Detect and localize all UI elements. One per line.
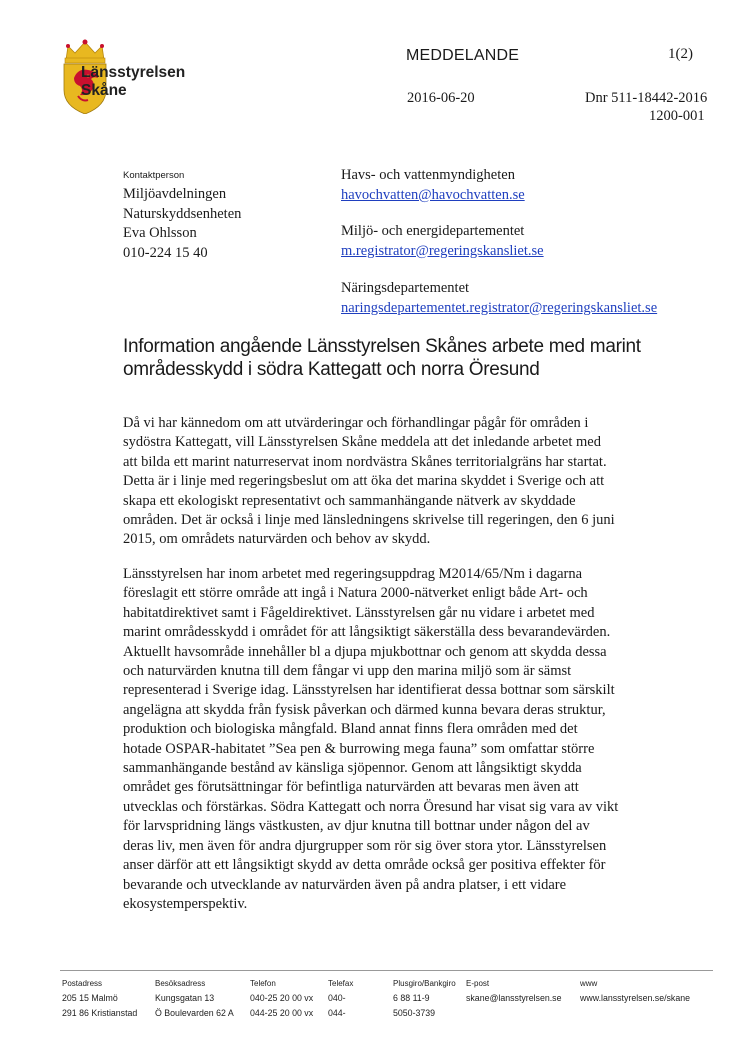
text-line: för larvspridning längs västkusten, av djur knutna till bottnar under någon del av [123, 818, 590, 835]
text-line: marint områdesskydd i området för att långsiktigt säkerställa dess bevarandevärden. [123, 624, 611, 641]
text-line: 2015, om områdets naturvärden och behov av skydd. [123, 531, 431, 548]
footer-value: 291 86 Kristianstad [62, 1008, 138, 1018]
document-date: 2016-06-20 [407, 90, 475, 106]
text-line: och naturvärden knutna till dem fångar vi upp den marina miljö som är sämst [123, 663, 572, 680]
recipient-name: Havs- och vattenmyndigheten [341, 167, 515, 183]
footer-plusgiro [393, 977, 456, 1021]
text-line: anser därför att ett långsiktigt skydd av detta område också ger positiva effekter för [123, 857, 606, 874]
text-line: området ges förutsättningar för befintliga naturvärden att bevaras men även att [123, 779, 579, 796]
registration-number: Dnr 511-18442-2016 [585, 90, 708, 106]
text-line: föreslagit ett större område att ingå i Natura 2000-nätverket enligt både Art- och [123, 585, 588, 602]
footer-label: Telefon [250, 979, 276, 988]
text-line: att bilda ett marint naturreservat inom nordvästra Skånes territorialgräns har startat. [123, 453, 607, 470]
document-type: MEDDELANDE [406, 47, 520, 64]
text-line: ekosystemperspektiv. [123, 895, 248, 912]
footer-label: Telefax [328, 979, 354, 988]
footer-value: 5050-3739 [393, 1008, 436, 1018]
text-line: deras liv, men även för andra djurgrupper som rör sig över stora ytor. Länsstyrelsen [123, 837, 607, 854]
footer-divider [60, 970, 713, 971]
footer-label: Plusgiro/Bankgiro [393, 979, 456, 988]
footer-epost [466, 977, 561, 1006]
body-paragraph-1 [123, 414, 688, 550]
footer-value: 044-25 20 00 vx [250, 1008, 314, 1018]
footer-www [580, 977, 690, 1006]
footer-value: Ö Boulevarden 62 A [155, 1008, 234, 1018]
text-line: utvecklas och förstärkas. Södra Kattegatt och norra Öresund har visat sig vara av vikt [123, 798, 619, 815]
recipient-block [341, 166, 525, 205]
contact-name: Eva Ohlsson [123, 225, 197, 241]
text-line: angelägna att skydda från fysisk påverkan och därmed kunna bevara deras struktur, [123, 701, 606, 718]
recipient-email-link[interactable]: naringsdepartementet.registrator@regeringskansliet.se [341, 299, 658, 316]
title-line: Information angående Länsstyrelsen Skånes arbete med marint [123, 336, 641, 357]
footer-value: 6 88 11-9 [393, 993, 430, 1003]
footer-telefax [328, 977, 353, 1021]
page-number: 1(2) [668, 46, 693, 62]
text-line: habitatdirektivet samt i Fågeldirektivet. Länsstyrelsen går nu vidare i arbetet med [123, 604, 595, 621]
text-line: representerad i Sverige idag. Länsstyrelsen har identifierat dessa bottnar som särskilt [123, 682, 615, 699]
text-line: Länsstyrelsen har inom arbetet med regeringsuppdrag M2014/65/Nm i dagarna [123, 566, 583, 582]
recipient-block [341, 279, 657, 318]
footer-value: 040-25 20 00 vx [250, 993, 314, 1003]
footer-postadress [62, 977, 137, 1021]
text-line: bevarande och utvecklande av naturvärden även på andra platser, i ett vidare [123, 876, 567, 893]
text-line: Aktuellt havsområde innehåller bl a djupa mjukbottnar och genom att skydda dessa [123, 643, 607, 660]
contact-unit: Naturskyddsenheten [123, 205, 242, 222]
recipient-name: Miljö- och energidepartementet [341, 223, 525, 239]
recipient-email-link[interactable]: m.registrator@regeringskansliet.se [341, 242, 544, 259]
text-line: områden. Det är också i linje med länsledningens skrivelse till regeringen, den 6 juni [123, 512, 615, 529]
text-line: sydöstra Kattegatt, vill Länsstyrelsen Skåne meddela att det inledande arbetet med [123, 434, 601, 451]
footer-email[interactable]: skane@lansstyrelsen.se [466, 993, 562, 1003]
logo-text-line2: Skåne [81, 82, 127, 99]
footer-value: 205 15 Malmö [62, 993, 118, 1003]
logo-text-line1: Länsstyrelsen [81, 64, 186, 81]
recipient-name: Näringsdepartementet [341, 280, 470, 296]
text-line: hotade OSPAR-habitatet ”Sea pen & burrowing mega fauna” som omfattar större [123, 740, 595, 757]
recipient-email-link[interactable]: havochvatten@havochvatten.se [341, 186, 525, 203]
text-line: Detta är i linje med regeringsbeslut om att öka det marina skyddet i Sverige och att [123, 473, 605, 490]
text-line: sammanhängande bestånd av känsliga sjöpennor. Genom att långsiktigt skydda [123, 760, 582, 777]
recipient-block [341, 222, 544, 261]
text-line: Då vi har kännedom om att utvärderingar och förhandlingar pågår för områden i [123, 415, 589, 431]
footer-label: Postadress [62, 979, 103, 988]
footer-label: E-post [466, 979, 490, 988]
body-paragraph-2 [123, 565, 688, 914]
title-line: områdesskydd i södra Kattegatt och norra Öresund [123, 359, 540, 380]
registration-subnumber: 1200-001 [649, 108, 705, 124]
contact-block [123, 170, 241, 263]
footer-telefon [250, 977, 313, 1021]
footer-value: Kungsgatan 13 [155, 993, 215, 1003]
contact-department: Miljöavdelningen [123, 186, 227, 202]
document-title [123, 335, 683, 381]
contact-label: Kontaktperson [123, 170, 185, 181]
footer-value: 044- [328, 1008, 346, 1018]
footer-value: 040- [328, 993, 346, 1003]
footer-label: www [580, 979, 598, 988]
logo-wordmark [81, 64, 185, 100]
footer-website[interactable]: www.lansstyrelsen.se/skane [580, 993, 691, 1003]
footer-label: Besöksadress [155, 979, 206, 988]
text-line: skapa ett ekologiskt representativt och sammanhängande nätverk av skyddade [123, 492, 576, 509]
text-line: produktion och biologiska mångfald. Bland annat finns flera områden med det [123, 721, 578, 738]
contact-phone: 010-224 15 40 [123, 244, 208, 261]
footer-besoksadress [155, 977, 234, 1021]
